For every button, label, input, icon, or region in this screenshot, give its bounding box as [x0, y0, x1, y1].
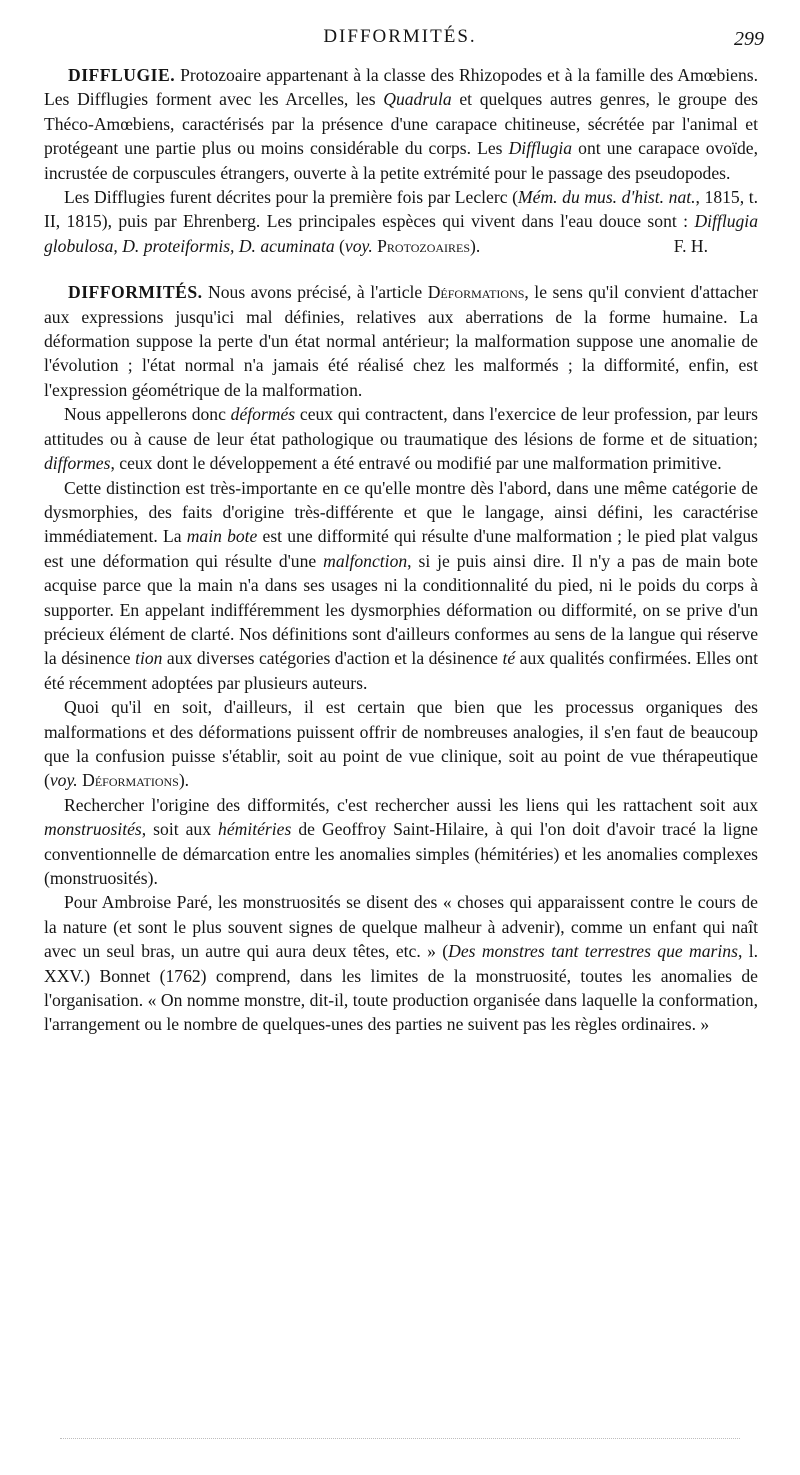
cross-reference: Protozoaires	[377, 235, 471, 256]
text-run: Rechercher l'origine des difformités, c'est rechercher aussi les liens qui les rattachent soit aux	[64, 794, 758, 815]
page-number: 299	[734, 28, 764, 50]
text-run: ).	[470, 235, 481, 256]
difformites-paragraph-4	[44, 695, 758, 793]
page-body	[44, 63, 758, 1037]
text-run: Cette distinction est très-importante en ce qu'elle montre dès l'abord, dans une même catégorie de dysmorphies, des faits d'origine très-différente et que le langage, ainsi défini, les caractérise immédiatement. La	[44, 477, 758, 547]
italic-term: Quadrula	[383, 89, 452, 110]
difflugie-paragraph-2	[44, 185, 758, 258]
text-run: aux qualités confirmées. Elles ont été récemment adoptées par plusieurs auteurs.	[44, 648, 759, 693]
italic-term: Difflugia	[508, 138, 573, 159]
text-run: ).	[178, 770, 190, 791]
difformites-paragraph-3	[44, 476, 758, 696]
text-run: , le sens qu'il convient d'attacher aux expressions jusqu'ici mal définies, relatives aux aberrations de la forme humaine. La déformation suppose la perte d'un état normal antérieur; la malformation suppose une anomalie de l'évolution ; l'état normal n'a jamais été réalisé chez les malformés ; la difformité, enfin, est l'expression géométrique de la malformation.	[44, 282, 758, 400]
text-run: , soit aux	[141, 819, 219, 840]
text-run: Protozoaire appartenant à la classe des Rhizopodes et à la famille des Amœbiens. Les Difflugies forment avec les Arcelles, les	[44, 65, 758, 110]
text-run: , l. XXV.) Bonnet (1762) comprend, dans les limites de la monstruosité, toutes les anomalies de l'organisation. « On nomme monstre, dit-il, toute production organisée dans laquelle la conformation, l'arrangement ou le nombre de quelques-unes des parties ne suivent pas les règles ordinaires. »	[44, 941, 758, 1035]
italic-title: Des monstres tant terrestres que marins	[448, 941, 738, 962]
text-run: et quelques autres genres, le groupe des Théco-Amœbiens, caractérisés par la présence d'une carapace chitineuse, sécrétée par l'animal et protégeant une partie plus ou moins considérable du corps. Les	[44, 89, 758, 159]
text-run: de Geoffroy Saint-Hilaire, à qui l'on doit d'avoir tracé la ligne conventionnelle de démarcation entre les anomalies simples (hémitéries) et les anomalies complexes (monstruosités).	[44, 819, 758, 888]
text-run: , 1815, t. II, 1815), puis par Ehrenberg. Les principales espèces qui vivent dans l'eau douce sont :	[44, 187, 758, 232]
text-run: Quoi qu'il en soit, d'ailleurs, il est certain que bien que les processus organiques des malformations et des déformations puissent offrir de nombreuses analogies, il s'en faut de beaucoup que la confusion puisse s'établir, soit au point de vue clinique, soit au point de vue thérapeutique (	[44, 697, 758, 791]
difformites-paragraph-1	[44, 280, 758, 402]
text-run: , ceux dont le développement a été entravé ou modifié par une malformation primitive.	[110, 453, 722, 474]
difflugie-headword: DIFFLUGIE.	[68, 65, 176, 85]
italic-term: tion	[135, 648, 163, 669]
text-run: aux diverses catégories d'action et la désinence	[162, 648, 503, 669]
text-run: (	[334, 235, 345, 256]
italic-term: difformes	[44, 453, 111, 474]
italic-term: déformés	[230, 404, 296, 425]
italic-term: malfonction	[323, 550, 408, 571]
entry-separator	[44, 258, 758, 280]
text-run: est une difformité qui résulte d'une malformation ; le pied plat valgus est une déformation qui résulte d'une	[44, 526, 758, 571]
italic-voy: voy.	[49, 770, 78, 791]
difformites-headword: DIFFORMITÉS.	[68, 282, 203, 303]
author-signature: F. H.	[673, 235, 708, 256]
difformites-paragraph-2	[44, 402, 758, 475]
scan-noise-line	[60, 1438, 740, 1440]
text-run: Les Difflugies furent décrites pour la première fois par Leclerc (	[64, 187, 518, 208]
cross-reference: Déformations	[82, 770, 179, 791]
italic-reference: Mém. du mus. d'hist. nat.	[517, 187, 696, 208]
text-run: Nous avons précisé, à l'article	[208, 282, 428, 303]
italic-term: main bote	[186, 526, 258, 547]
cross-reference: Déformations	[427, 282, 525, 303]
italic-term: té	[502, 648, 516, 669]
difformites-paragraph-6	[44, 890, 758, 1036]
text-run: ont une carapace ovoïde, incrustée de corpuscules étrangers, ouverte à la petite extrémité pour le passage des pseudopodes.	[44, 138, 758, 183]
difflugie-paragraph-1	[44, 63, 758, 185]
italic-term: hémitéries	[218, 819, 292, 840]
italic-species: Difflugia globulosa, D. proteiformis, D. acuminata	[44, 211, 758, 256]
italic-term: monstruosités	[44, 819, 142, 840]
italic-voy: voy.	[344, 235, 373, 256]
running-head: DIFFORMITÉS.	[323, 26, 477, 47]
text-run: Nous appellerons donc	[64, 404, 231, 425]
text-run: Pour Ambroise Paré, les monstruosités se disent des « choses qui apparaissent contre le cours de la nature (et sont le plus souvent signes de quelque malheur à advenir), comme un enfant qui naît avec un seul bras, un autre qui aura deux têtes, etc. » (	[44, 892, 758, 962]
text-run: , si je puis ainsi dire. Il n'y a pas de main bote acquise parce que la main n'a dans ses usages ni la conditionnalité du pied, ni le poids du corps à supporter. En appelant indifféremment les dysmorphies déformation ou difformité, on se prive d'un précieux élément de clarté. Nos définitions sont d'ailleurs conformes au sens de la langue qui réserve la désinence	[44, 550, 758, 669]
text-run: ceux qui contractent, dans l'exercice de leur profession, par leurs attitudes ou à cause de leur état pathologique ou traumatique des lésions de forme et de situation;	[44, 404, 758, 449]
difformites-paragraph-5	[44, 793, 758, 891]
